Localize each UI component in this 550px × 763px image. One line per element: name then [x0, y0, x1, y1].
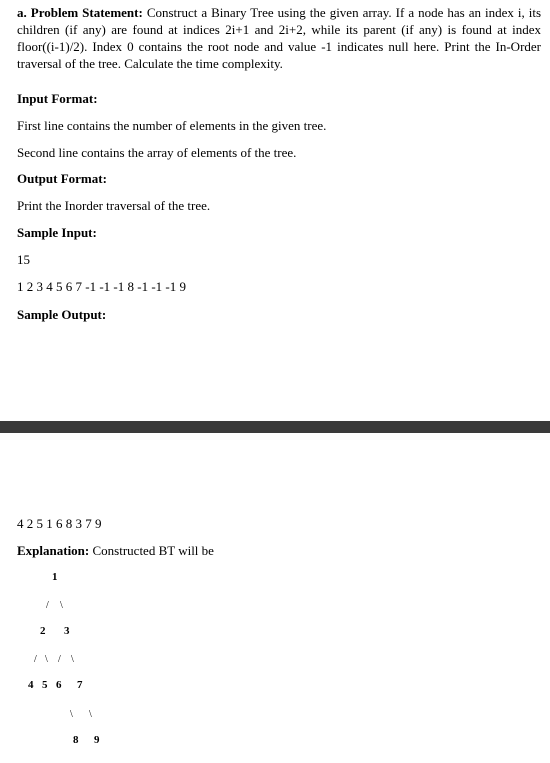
problem-statement: [17, 4, 541, 72]
tree-edge-6-8: \: [70, 709, 73, 720]
input-format-heading: Input Format:: [17, 91, 98, 106]
sample-output-value: 4 2 5 1 6 8 3 7 9: [17, 516, 102, 531]
tree-edge-1-3: \: [60, 600, 63, 611]
output-format-line-1: Print the Inorder traversal of the tree.: [17, 198, 211, 213]
output-format-heading: Output Format:: [17, 171, 107, 186]
explanation-label: Explanation:: [17, 543, 90, 558]
input-format-line-1: First line contains the number of elements in the given tree.: [17, 118, 327, 133]
tree-edge-1-2: /: [46, 600, 49, 611]
tree-node-8: 8: [73, 734, 79, 746]
tree-edge-3-7: \: [71, 654, 74, 665]
sample-input-array: 1 2 3 4 5 6 7 -1 -1 -1 8 -1 -1 -1 9: [17, 279, 186, 294]
input-format-line-2: Second line contains the array of elements of the tree.: [17, 145, 297, 160]
tree-node-5: 5: [42, 679, 48, 691]
problem-statement-text: Construct a Binary Tree using the given array. If a node has an index i, its children (if any) are found at indices 2i+1 and 2i+2, while its parent (if any) is found at index floor((i-1)/2). Index 0 contains the root node and value -1 indicates null here. Print the In-Order traversal of the tree. Calculate the time complexity.: [17, 5, 541, 71]
tree-node-1: 1: [52, 571, 58, 583]
page-break-bar: [0, 421, 550, 433]
tree-edge-2-5: \: [45, 654, 48, 665]
sample-input-count: 15: [17, 252, 30, 267]
sample-output-heading: Sample Output:: [17, 307, 107, 322]
tree-node-6: 6: [56, 679, 62, 691]
tree-edge-2-4: /: [34, 654, 37, 665]
tree-node-9: 9: [94, 734, 100, 746]
tree-node-3: 3: [64, 625, 70, 637]
document-page-bottom: [0, 433, 550, 763]
problem-statement-label: a. Problem Statement:: [17, 5, 143, 20]
explanation-text: Constructed BT will be: [89, 543, 214, 558]
explanation: [17, 542, 214, 559]
sample-input-heading: Sample Input:: [17, 225, 97, 240]
tree-edge-3-6: /: [58, 654, 61, 665]
tree-node-4: 4: [28, 679, 34, 691]
tree-node-7: 7: [77, 679, 83, 691]
tree-node-2: 2: [40, 625, 46, 637]
tree-edge-7-9: \: [89, 709, 92, 720]
